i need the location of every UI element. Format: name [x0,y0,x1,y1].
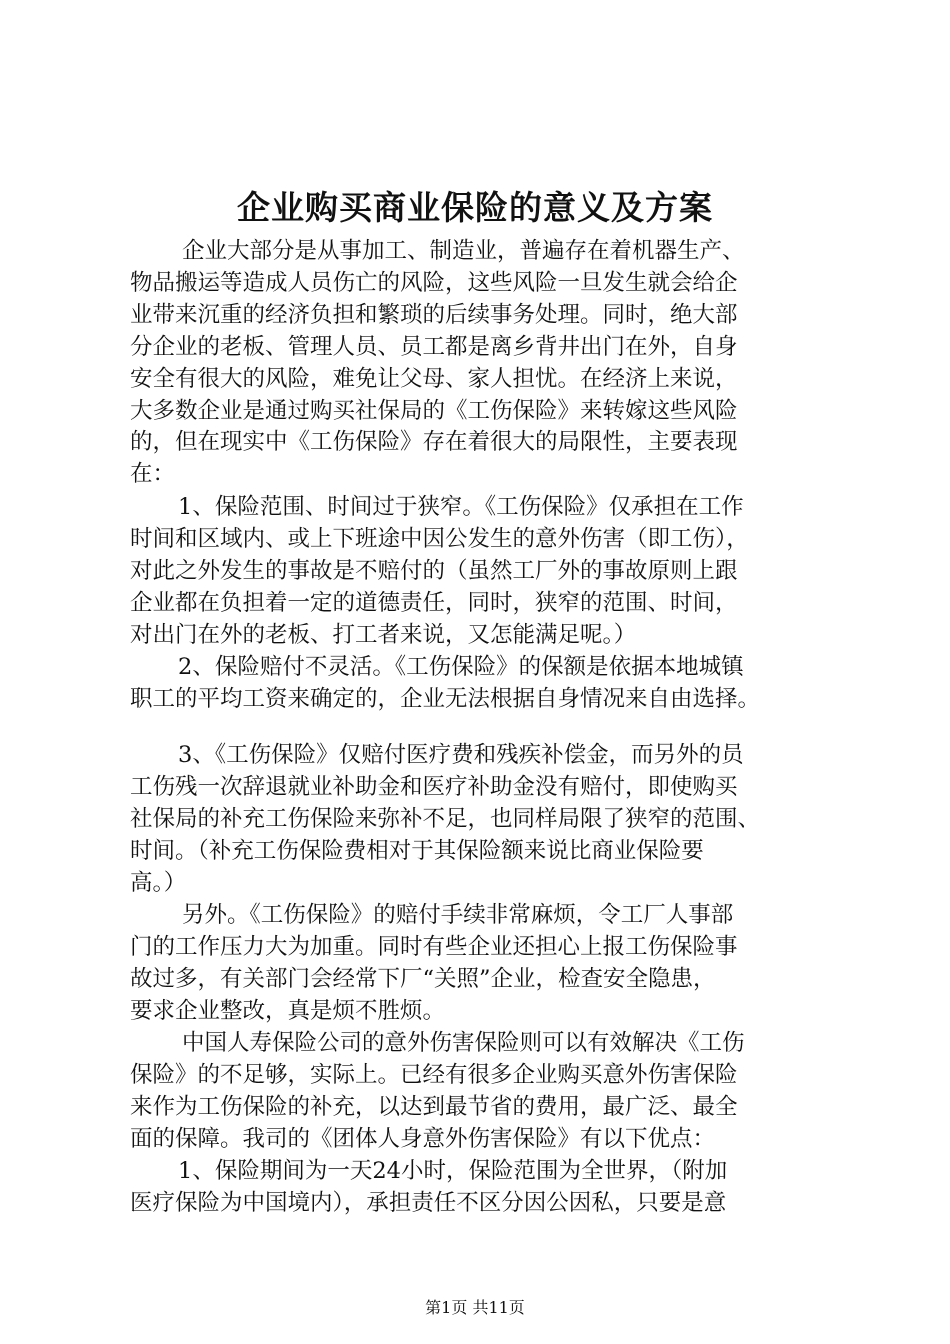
paragraph-line: 企业都在负担着一定的道德责任，同时，狭窄的范围、时间， [130,590,738,616]
paragraph-line: 高。） [130,870,187,896]
paragraph-line: 保险》的不足够，实际上。已经有很多企业购买意外伤害保险 [130,1062,738,1088]
paragraph-line: 门的工作压力大为加重。同时有些企业还担心上报工伤保险事 [130,934,738,960]
paragraph-line: 业带来沉重的经济负担和繁琐的后续事务处理。同时，绝大部 [130,302,738,328]
paragraph-line: 大多数企业是通过购买社保局的《工伤保险》来转嫁这些风险 [130,398,738,424]
paragraph-line: 企业大部分是从事加工、制造业，普遍存在着机器生产、 [182,238,745,264]
paragraph-line: 3、《工伤保险》仅赔付医疗费和残疾补偿金，而另外的员 [178,742,744,768]
paragraph-line: 1、保险范围、时间过于狭窄。《工伤保险》仅承担在工作 [178,494,744,520]
paragraph-line: 面的保障。我司的《团体人身意外伤害保险》有以下优点： [130,1126,716,1152]
paragraph-line: 时间和区域内、或上下班途中因公发生的意外伤害（即工伤）， [130,526,749,552]
paragraph-line: 来作为工伤保险的补充，以达到最节省的费用，最广泛、最全 [130,1094,738,1120]
paragraph-line: 物品搬运等造成人员伤亡的风险，这些风险一旦发生就会给企 [130,270,738,296]
paragraph-line: 安全有很大的风险，难免让父母、家人担忧。在经济上来说， [130,366,738,392]
paragraph-line: 中国人寿保险公司的意外伤害保险则可以有效解决《工伤 [182,1030,745,1056]
paragraph-line: 时间。（补充工伤保险费相对于其保险额来说比商业保险要 [130,838,704,864]
paragraph-line: 另外。《工伤保险》的赔付手续非常麻烦，令工厂人事部 [182,902,734,928]
paragraph-line: 工伤残一次辞退就业补助金和医疗补助金没有赔付，即使购买 [130,774,738,800]
page-number-footer: 第1页 共11页 [425,1298,525,1317]
paragraph-line: 分企业的老板、管理人员、员工都是离乡背井出门在外，自身 [130,334,738,360]
paragraph-line: 职工的平均工资来确定的，企业无法根据自身情况来自由选择。 [130,686,761,712]
paragraph-line: 医疗保险为中国境内），承担责任不区分因公因私，只要是意 [130,1190,727,1216]
paragraph-line: 的，但在现实中《工伤保险》存在着很大的局限性，主要表现 [130,429,738,455]
paragraph-line: 社保局的补充工伤保险来弥补不足，也同样局限了狭窄的范围、 [130,806,761,832]
document-title: 企业购买商业保险的意义及方案 [237,188,713,227]
paragraph-line: 故过多，有关部门会经常下厂“关照”企业，检查安全隐患， [130,966,716,992]
paragraph-line: 2、保险赔付不灵活。《工伤保险》的保额是依据本地城镇 [178,654,744,680]
paragraph-line: 在： [130,461,176,487]
paragraph-line: 要求企业整改，真是烦不胜烦。 [130,998,446,1024]
paragraph-line: 对出门在外的老板、打工者来说，又怎能满足呢。） [130,622,637,648]
paragraph-line: 对此之外发生的事故是不赔付的（虽然工厂外的事故原则上跟 [130,558,738,584]
paragraph-line: 1、保险期间为一天24小时，保险范围为全世界，（附加 [178,1158,728,1184]
